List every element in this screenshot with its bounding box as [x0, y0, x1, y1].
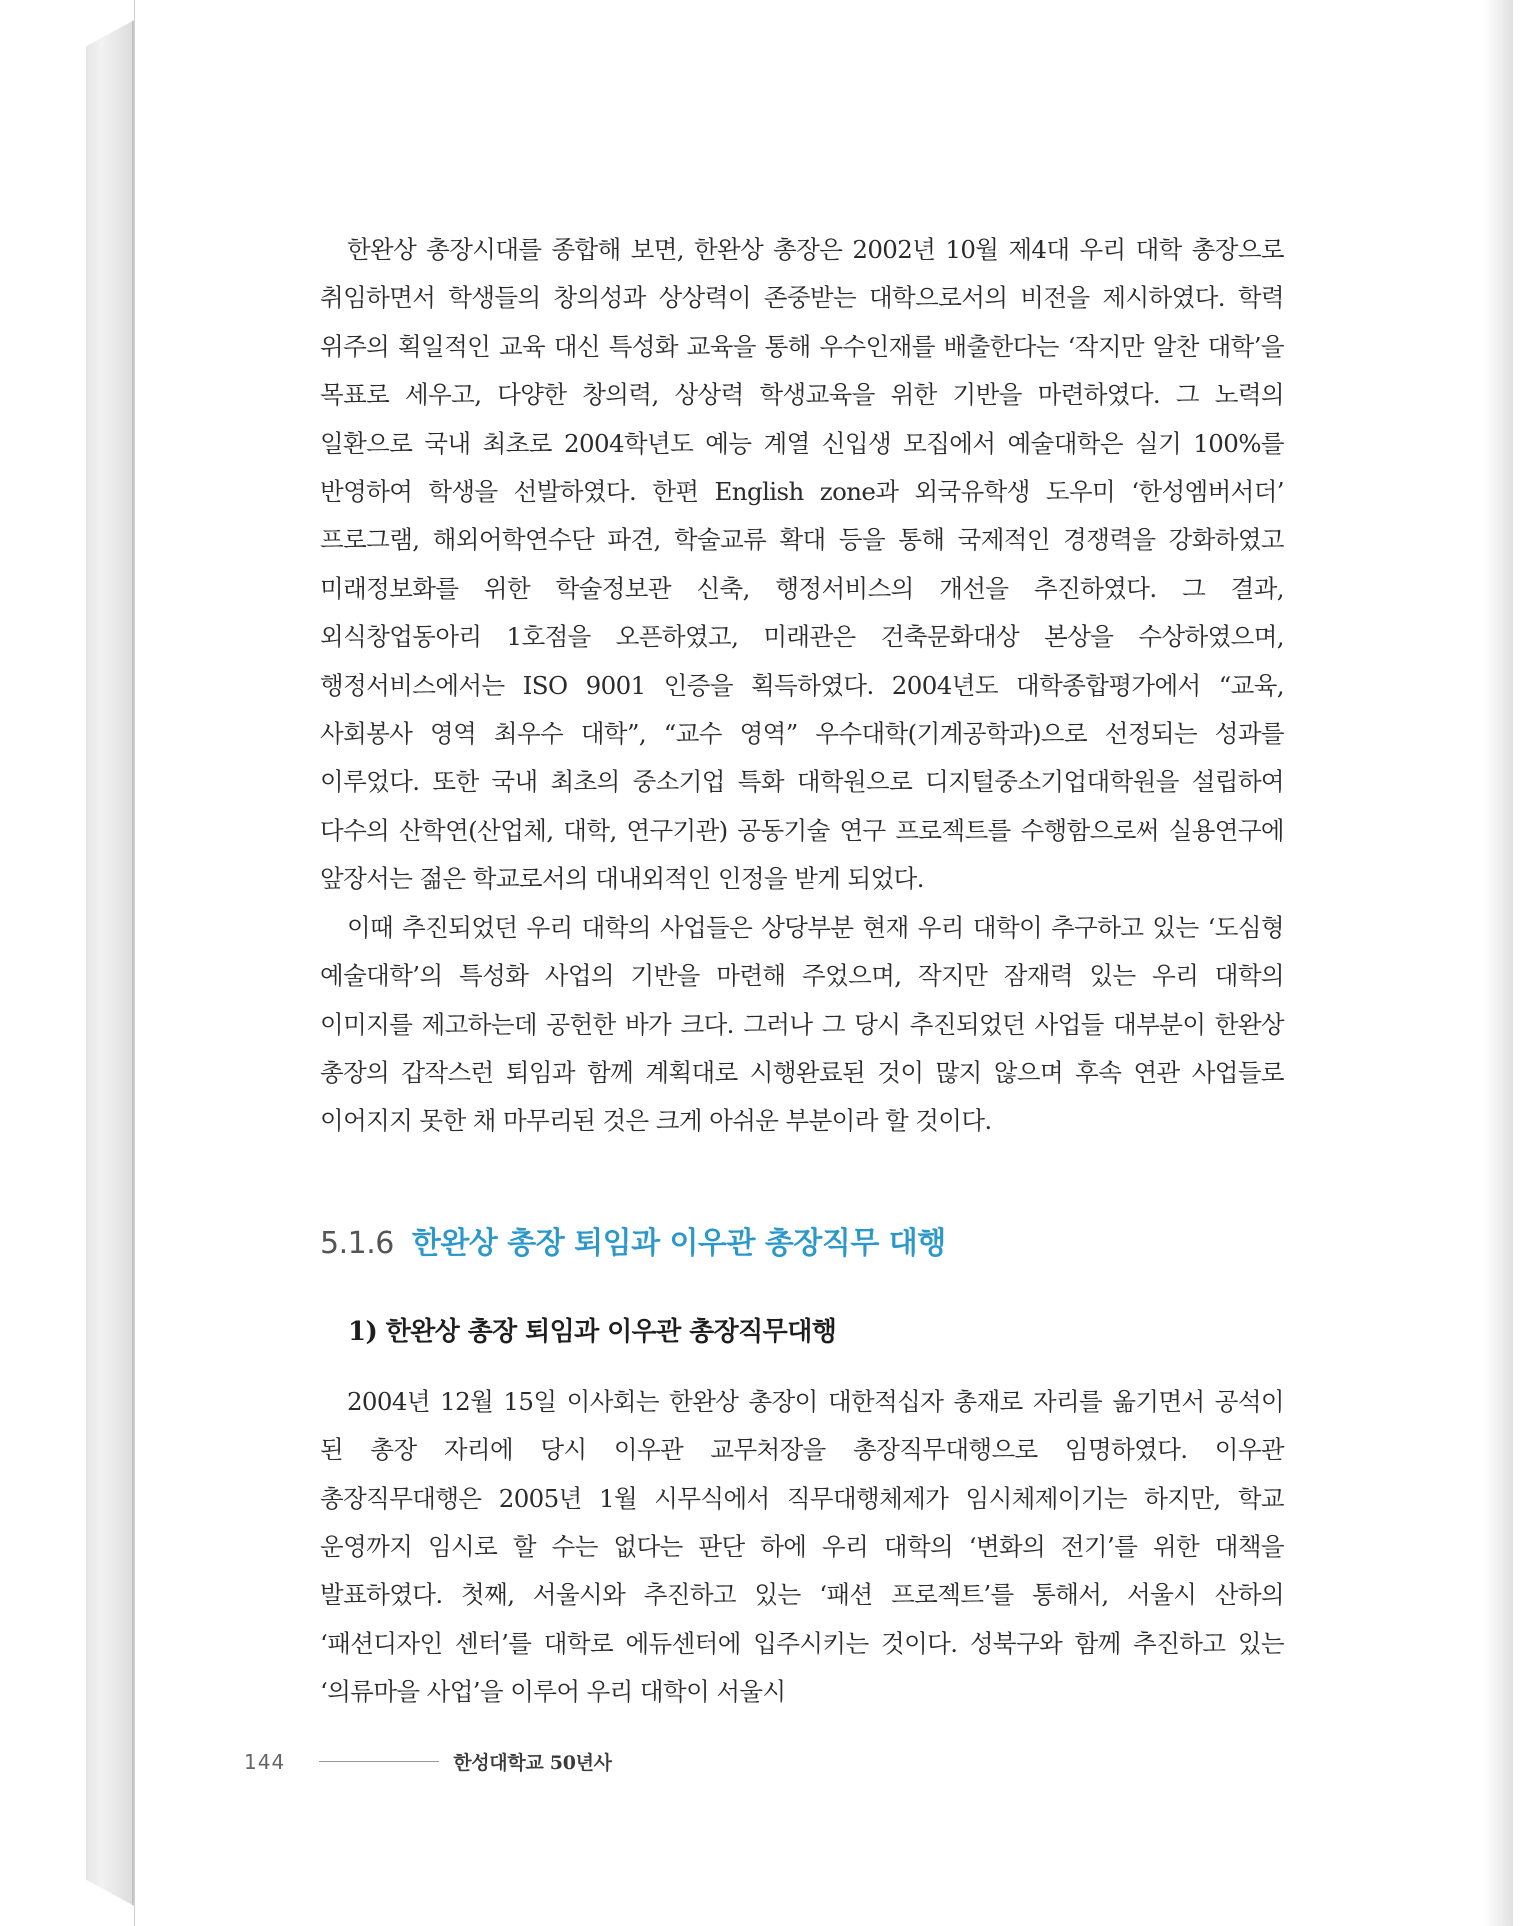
running-title: 한성대학교 50년사: [453, 1752, 612, 1774]
body-paragraph: 2004년 12월 15일 이사회는 한완상 총장이 대한적십자 총재로 자리를 옮기면서 공석이 된 총장 자리에 당시 이우관 교무처장을 총장직무대행으로 임명하였다. 이우관 총장직무대행은 2005년 1월 시무식에서 직무대행체제가 임시체제이기는 하지만, 학교 운영까지 임시로 할 수는 없다는 판단 하에 우리 대학의 ‘변화의 전기’를 위한 대책을 발표하였다. 첫째, 서울시와 추진하고 있는 ‘패션 프로젝트’를 통해서, 서울시 산하의 ‘패션디자인 센터’를 대학로 에듀센터에 입주시키는 것이다. 성북구와 함께 추진하고 있는 ‘의류마을 사업’을 이루어 우리 대학이 서울시: [320, 1386, 1284, 1707]
page-edge-shadow: [1483, 0, 1513, 1926]
footer-divider: [319, 1761, 439, 1762]
page-number: 144: [244, 1749, 286, 1774]
section-number: 5.1.6: [320, 1225, 394, 1261]
body-paragraph: 한완상 총장시대를 종합해 보면, 한완상 총장은 2002년 10월 제4대 우리 대학 총장으로 취임하면서 학생들의 창의성과 상상력이 존중받는 대학으로서의 비전을 제시하였다. 학력 위주의 획일적인 교육 대신 특성화 교육을 통해 우수인재를 배출한다는 ‘작지만 알찬 대학’을 목표로 세우고, 다양한 창의력, 상상력 학생교육을 위한 기반을 마련하였다. 그 노력의 일환으로 국내 최초로 2004학년도 예능 계열 신입생 모집에서 예술대학은 실기 100%를 반영하여 학생을 선발하였다. 한편 English zone과 외국유학생 도우미 ‘한성엠버서더’ 프로그램, 해외어학연수단 파견, 학술교류 확대 등을 통해 국제적인 경쟁력을 강화하였고 미래정보화를 위한 학술정보관 신축, 행정서비스의 개선을 추진하였다. 그 결과, 외식창업동아리 1호점을 오픈하였고, 미래관은 건축문화대상 본상을 수상하였으며, 행정서비스에서는 ISO 9001 인증을 획득하였다. 2004년도 대학종합평가에서 “교육, 사회봉사 영역 최우수 대학”, “교수 영역” 우수대학(기계공학과)으로 선정되는 성과를 이루었다. 또한 국내 최초의 중소기업 특화 대학원으로 디지털중소기업대학원을 설립하여 다수의 산학연(산업체, 대학, 연구기관) 공동기술 연구 프로젝트를 수행함으로써 실용연구에 앞장서는 젊은 학교로서의 대내외적인 인정을 받게 되었다.: [320, 235, 1284, 894]
subsection-heading: 1) 한완상 총장 퇴임과 이우관 총장직무대행: [348, 1316, 837, 1347]
book-spine: [86, 18, 138, 1908]
body-paragraph: 이때 추진되었던 우리 대학의 사업들은 상당부분 현재 우리 대학이 추구하고 있는 ‘도심형 예술대학’의 특성화 사업의 기반을 마련해 주었으며, 작지만 잠재력 있는 우리 대학의 이미지를 제고하는데 공헌한 바가 크다. 그러나 그 당시 추진되었던 사업들 대부분이 한완상 총장의 갑작스런 퇴임과 함께 계획대로 시행완료된 것이 많지 않으며 후속 연관 사업들로 이어지지 못한 채 마무리된 것은 크게 아쉬운 부분이라 할 것이다.: [320, 912, 1284, 1136]
page-footer: [244, 1748, 612, 1775]
page-content: [320, 226, 1284, 1717]
section-heading: [320, 1224, 1284, 1264]
section-title: 한완상 총장 퇴임과 이우관 총장직무 대행: [411, 1225, 946, 1261]
